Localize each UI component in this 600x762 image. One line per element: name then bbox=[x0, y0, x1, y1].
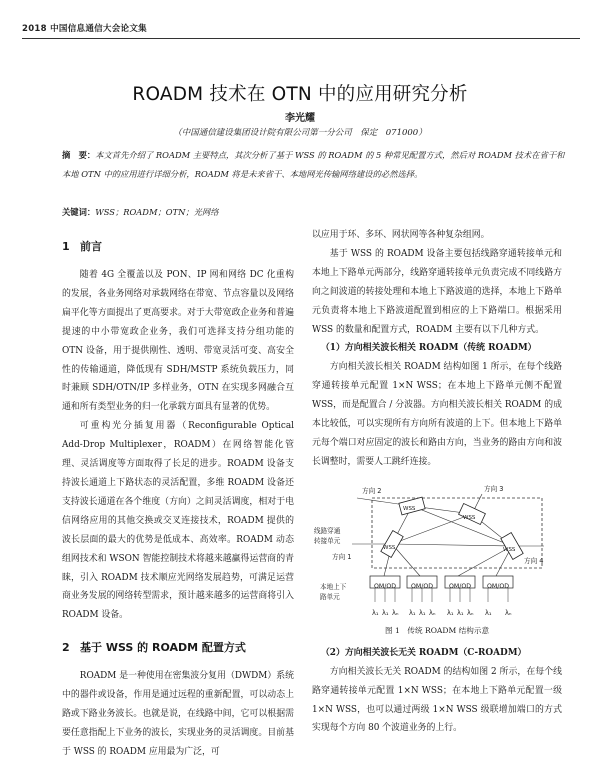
lambda-label: λ₁ bbox=[382, 608, 389, 617]
lambda-label: λ₁ bbox=[457, 608, 464, 617]
lambda-label: λₙ bbox=[392, 608, 399, 617]
keywords bbox=[62, 206, 570, 218]
label-passthrough-2: 转接单元 bbox=[314, 536, 341, 545]
label-direction-2: 方向 2 bbox=[362, 486, 382, 495]
abstract-label: 摘 要： bbox=[62, 150, 96, 160]
om-od-box: OM/OD bbox=[449, 582, 471, 590]
subsection-1-paragraph: 方向相关波长相关 ROADM 结构如图 1 所示，在每个线路穿通转接单元配置 1×N WSS；在本地上下路单元侧不配置 WSS，而是配置合 / 分波器。方向相关波长相关 ROADM 的成本比较低，可以实现所有方向所有波道的上下。但本地上下路单元每个端口对应固定的波长和路由方向，当业务的路由方向和波长调整时，需要人工跳纤连接。 bbox=[312, 362, 562, 467]
section-2-number: 2 bbox=[62, 641, 70, 655]
wss-label: WSS bbox=[403, 505, 416, 512]
paper-title: ROADM 技术在 OTN 中的应用研究分析 bbox=[132, 84, 468, 105]
keywords-label: 关键词： bbox=[62, 207, 96, 217]
figure-caption: 图 1 传统 ROADM 结构示意 bbox=[384, 625, 490, 635]
label-direction-1: 方向 1 bbox=[332, 552, 352, 561]
lambda-label: λₙ bbox=[505, 608, 512, 617]
author-affiliation: （中国通信建设集团设计院有限公司第一分公司 保定 071000） bbox=[173, 128, 427, 138]
section-1-paragraph: 可重构光分插复用器（Reconfigurable Optical Add-Drop Multiplexer，ROADM）在网络智能化管理、灵活调度等方面取得了长足的进步。ROADM 设备支持波长通道上下路状态的灵活配置，多维 ROADM 设备还支持波长通道在各个维度（方向）之间灵活调度，相对于电信网络应用的其他交换或交叉连接技术，ROADM 提供的波长层面的最大的优势是低成本、高效率。ROADM 动态组网技术和 WSON 智能控制技术将越来越赢得运营商的青睐，引入 ROADM 技术顺应光网络发展趋势，可满足运营商业务发展的网络转型需求，预计越来越多的运营商将引入 ROADM 设备。 bbox=[62, 421, 294, 621]
om-od-box: OM/OD bbox=[487, 582, 509, 590]
subsection-2-paragraph: 方向相关波长无关 ROADM 的结构如图 2 所示，在每个线路穿通转接单元配置 1×N WSS；在本地上下路单元配置一级 1×N WSS，也可以通过两级 1×N WSS 级联增加端口的方式实现每个方向 80 个波道业务的上行。 bbox=[312, 666, 562, 734]
lambda-label: λ₁ bbox=[409, 608, 416, 617]
section-1-heading bbox=[62, 236, 294, 258]
om-od-box: OM/OD bbox=[374, 582, 396, 590]
header-rule bbox=[22, 38, 580, 39]
lambda-label: λₙ bbox=[467, 608, 474, 617]
label-local-2: 路单元 bbox=[320, 592, 340, 601]
keywords-text: WSS；ROADM；OTN；光网络 bbox=[95, 207, 219, 217]
lambda-label: λ₁ bbox=[485, 608, 492, 617]
lambda-label: λ₁ bbox=[419, 608, 426, 617]
subsection-2-heading: （2）方向相关波长无关 ROADM（C-ROADM） bbox=[320, 647, 527, 658]
section-2-heading bbox=[62, 637, 294, 659]
om-od-box: OM/OD bbox=[411, 582, 433, 590]
label-passthrough-1: 线路穿通 bbox=[314, 526, 341, 535]
abstract-text: 本文首先介绍了 ROADM 主要特点，其次分析了基于 WSS 的 ROADM 的 5 种常见配置方式，然后对 ROADM 技术在省干和本地 OTN 中的应用进行详细分析，ROADM 将是未来省干、本地网光传输网络建设的必然选择。 bbox=[62, 150, 565, 179]
section-2-paragraph: ROADM 是一种使用在密集波分复用（DWDM）系统中的器件或设备，作用是通过远程的重新配置，可以动态上路或下路业务波长。也就是说，在线路中间，它可以根据需要任意指配上下业务的波长，实现业务的灵活调度。目前基于 WSS 的 ROADM 应用最为广泛，可 bbox=[62, 671, 294, 757]
wss-label: WSS bbox=[503, 546, 516, 553]
wss-intro-paragraph: 基于 WSS 的 ROADM 设备主要包括线路穿通转接单元和本地上下路单元两部分，线路穿通转接单元负责完成不同线路方向之间波道的转接处理和本地上下路波道的选择，本地上下路单元负责将本地上下路波道配置到相应的上下路端口。根据采用 WSS 的数量和配置方式，ROADM 主要有以下几种方式。 bbox=[312, 248, 562, 335]
lambda-label: λₙ bbox=[429, 608, 436, 617]
section-2-title: 基于 WSS 的 ROADM 配置方式 bbox=[80, 641, 246, 655]
section-1-number: 1 bbox=[62, 240, 70, 253]
label-direction-4: 方向 4 bbox=[524, 556, 544, 565]
lambda-label: λ₁ bbox=[447, 608, 454, 617]
left-column bbox=[62, 236, 294, 762]
continued-paragraph: 以应用于环、多环、网状网等各种复杂组网。 bbox=[312, 230, 490, 240]
abstract bbox=[62, 146, 570, 184]
wss-label: WSS bbox=[383, 544, 396, 551]
lambda-label: λ₁ bbox=[372, 608, 379, 617]
label-local-1: 本地上下 bbox=[320, 582, 347, 591]
figure-1 bbox=[312, 476, 562, 644]
author-name: 李光耀 bbox=[285, 113, 315, 124]
section-1-title: 前言 bbox=[80, 240, 102, 253]
subsection-1-heading: （1）方向相关波长相关 ROADM（传统 ROADM） bbox=[320, 343, 537, 354]
wss-label: WSS bbox=[463, 514, 476, 521]
section-1-paragraph: 随着 4G 全覆盖以及 PON、IP 网和网络 DC 化重构的发展，各业务网络对承载网络在带宽、节点容量以及网络扁平化等方面提出了更高要求。对于大带宽政企业务和普遍提速的中小带宽政企业务，我们可选择支持分组功能的 OTN 设备，用于提供刚性、透明、带宽灵活可变、高安全性的传输通道，降低现有 SDH/MSTP 系统负载压力，同时兼顾 SDH/OTN/IP 多样业务，OTN 在实现多网融合互通和所有类型业务的归一化承载方面具有显著的优势。 bbox=[62, 270, 294, 413]
running-header: 2018 中国信息通信大会论文集 bbox=[22, 24, 147, 34]
right-column bbox=[312, 226, 562, 738]
label-direction-3: 方向 3 bbox=[484, 484, 504, 493]
